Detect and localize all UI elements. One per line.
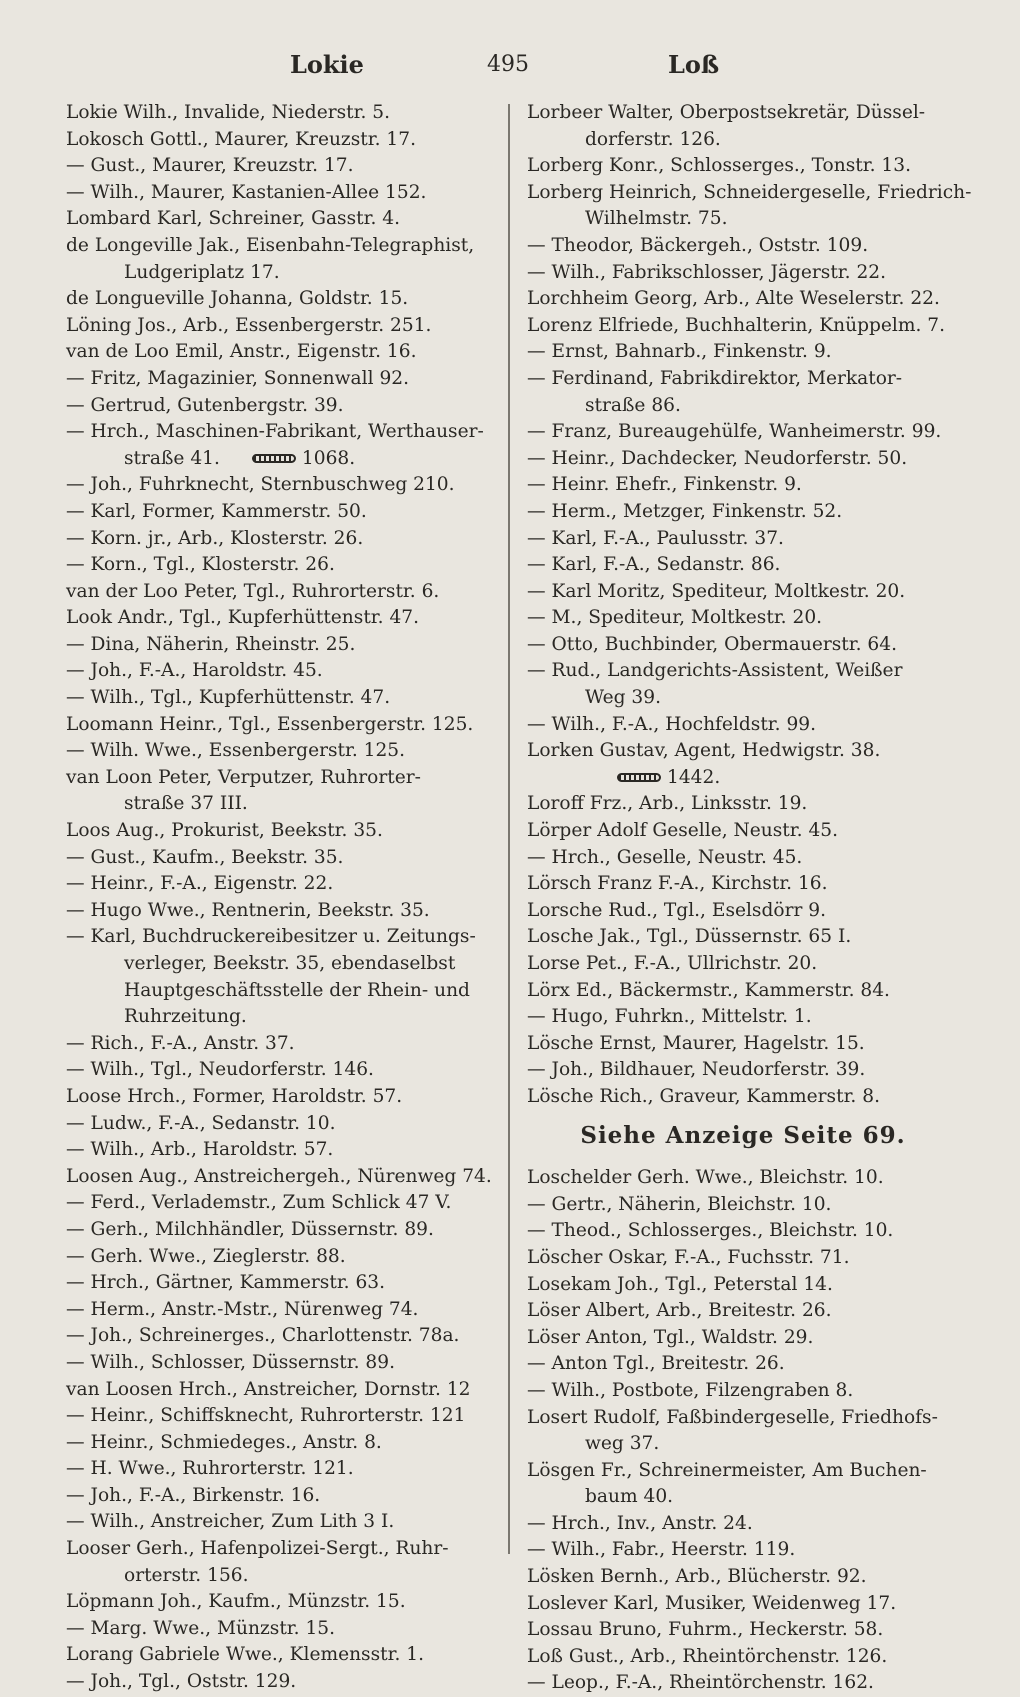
directory-entry xyxy=(66,260,486,287)
directory-entry xyxy=(66,978,486,1005)
entry-text: Lösche Ernst, Maurer, Hagelstr. 15. xyxy=(527,1032,865,1054)
entry-text: Löning Jos., Arb., Essenbergerstr. 251. xyxy=(66,314,432,336)
entry-text: Loos Aug., Prokurist, Beekstr. 35. xyxy=(66,820,383,842)
entry-text: Losche Jak., Tgl., Düssernstr. 65 I. xyxy=(527,926,852,948)
entry-text: — Gerh., Milchhändler, Düssernstr. 89. xyxy=(66,1218,434,1240)
advertisement-notice: Siehe Anzeige Seite 69. xyxy=(580,1121,906,1149)
entry-text: — Wilh., Postbote, Filzengraben 8. xyxy=(527,1379,854,1401)
directory-entry xyxy=(66,1004,486,1031)
entry-text: Lorbeer Walter, Oberpostsekretär, Düssel- xyxy=(527,102,926,123)
directory-entry xyxy=(527,765,959,792)
directory-entry xyxy=(66,632,486,659)
entry-text: — Ernst, Bahnarb., Finkenstr. 9. xyxy=(527,341,832,363)
directory-entry xyxy=(527,100,959,127)
entry-text: — Gerh. Wwe., Zieglerstr. 88. xyxy=(66,1245,346,1267)
directory-entry xyxy=(527,1325,959,1352)
telephone-number: 1442. xyxy=(667,766,721,788)
directory-entry xyxy=(527,393,959,420)
entry-text: — Hugo, Fuhrkn., Mittelstr. 1. xyxy=(527,1006,812,1028)
entry-text: Weg 39. xyxy=(585,687,661,709)
directory-entry xyxy=(66,1190,486,1217)
directory-entry xyxy=(66,791,486,818)
directory-entry xyxy=(527,791,959,818)
directory-entry xyxy=(527,818,959,845)
entry-text: Losert Rudolf, Faßbindergeselle, Friedhofs- xyxy=(527,1406,938,1428)
entry-text: Lorenz Elfriede, Buchhalterin, Knüppelm. 7. xyxy=(527,314,946,336)
entry-text: Loosen Aug., Anstreichergeh., Nürenweg 74. xyxy=(66,1165,492,1187)
entry-text: Hauptgeschäftsstelle der Rhein- und xyxy=(124,979,470,1001)
directory-entry xyxy=(66,1111,486,1138)
entry-text: — Wilh., Tgl., Kupferhüttenstr. 47. xyxy=(66,687,391,709)
right-column-bottom xyxy=(527,1165,959,1697)
entry-text: — Hrch., Gärtner, Kammerstr. 63. xyxy=(66,1272,386,1294)
entry-text: — Wilh. Wwe., Essenbergerstr. 125. xyxy=(66,740,406,762)
entry-text: Ludgeriplatz 17. xyxy=(124,261,280,283)
directory-entry xyxy=(66,658,486,685)
directory-entry xyxy=(66,1509,486,1536)
entry-text: Look Andr., Tgl., Kupferhüttenstr. 47. xyxy=(66,607,420,629)
directory-entry xyxy=(66,1217,486,1244)
entry-text: — Theodor, Bäckergeh., Oststr. 109. xyxy=(527,234,869,256)
entry-text: Loose Hrch., Former, Haroldstr. 57. xyxy=(66,1085,403,1107)
telephone-icon xyxy=(617,771,661,785)
directory-entry xyxy=(66,499,486,526)
directory-entry xyxy=(527,233,959,260)
entry-text: — H. Wwe., Ruhrorterstr. 121. xyxy=(66,1458,354,1480)
entry-text: — Fritz, Magazinier, Sonnenwall 92. xyxy=(66,367,410,389)
entry-text: — Wilh., Maurer, Kastanien-Allee 152. xyxy=(66,181,427,203)
entry-text: — Ferdinand, Fabrikdirektor, Merkator- xyxy=(527,367,903,389)
entry-text: Loomann Heinr., Tgl., Essenbergerstr. 125. xyxy=(66,713,474,735)
directory-entry xyxy=(66,552,486,579)
directory-entry xyxy=(527,499,959,526)
entry-text: baum 40. xyxy=(585,1486,674,1508)
entry-text: Lösche Rich., Graveur, Kammerstr. 8. xyxy=(527,1085,880,1107)
entry-text: Lorchheim Georg, Arb., Alte Weselerstr. 22. xyxy=(527,288,940,310)
directory-entry xyxy=(66,685,486,712)
entry-text: verleger, Beekstr. 35, ebendaselbst xyxy=(124,953,456,974)
entry-text: straße 86. xyxy=(585,394,681,416)
directory-entry xyxy=(66,206,486,233)
directory-entry xyxy=(527,579,959,606)
entry-text: — Wilh., Arb., Haroldstr. 57. xyxy=(66,1139,334,1161)
directory-entry xyxy=(66,1057,486,1084)
entry-text: — Heinr. Ehefr., Finkenstr. 9. xyxy=(527,474,802,496)
entry-text: van der Loo Peter, Tgl., Ruhrorterstr. 6. xyxy=(66,580,440,602)
entry-text: Löscher Oskar, F.-A., Fuchsstr. 71. xyxy=(527,1246,850,1268)
directory-entry xyxy=(66,472,486,499)
directory-entry xyxy=(66,1244,486,1271)
entry-text: Lorang Gabriele Wwe., Klemensstr. 1. xyxy=(66,1644,425,1666)
entry-text: Loß Gust., Arb., Rheintörchenstr. 126. xyxy=(527,1645,888,1667)
entry-text: — Dina, Näherin, Rheinstr. 25. xyxy=(66,633,356,655)
header-left-word: Lokie xyxy=(290,50,364,79)
directory-entry xyxy=(527,206,959,233)
entry-text: — Heinr., Schmiedeges., Anstr. 8. xyxy=(66,1431,382,1453)
directory-entry xyxy=(527,871,959,898)
entry-text: — Wilh., Schlosser, Düssernstr. 89. xyxy=(66,1351,395,1373)
directory-entry xyxy=(527,924,959,951)
directory-entry xyxy=(527,1617,959,1644)
entry-text: — Herm., Metzger, Finkenstr. 52. xyxy=(527,500,843,522)
entry-text: Ruhrzeitung. xyxy=(124,1006,247,1028)
directory-entry xyxy=(527,286,959,313)
entry-text: — Hrch., Inv., Anstr. 24. xyxy=(527,1512,753,1534)
directory-entry xyxy=(66,419,486,446)
entry-text: Löser Albert, Arb., Breitestr. 26. xyxy=(527,1300,832,1322)
directory-entry xyxy=(527,1484,959,1511)
directory-entry xyxy=(66,1456,486,1483)
entry-text: — Heinr., Dachdecker, Neudorferstr. 50. xyxy=(527,447,908,469)
entry-text: — Karl, F.-A., Sedanstr. 86. xyxy=(527,554,781,576)
entry-text: Lossau Bruno, Fuhrm., Heckerstr. 58. xyxy=(527,1619,884,1641)
entry-text: — Korn. jr., Arb., Klosterstr. 26. xyxy=(66,527,364,549)
entry-text: — Hrch., Geselle, Neustr. 45. xyxy=(527,846,803,868)
directory-entry xyxy=(66,1563,486,1590)
directory-entry xyxy=(527,632,959,659)
entry-text: — Wilh., Fabrikschlosser, Jägerstr. 22. xyxy=(527,261,887,283)
left-column xyxy=(66,100,492,1696)
entry-text: Lorken Gustav, Agent, Hedwigstr. 38. xyxy=(527,740,881,762)
telephone-icon xyxy=(252,452,296,466)
entry-text: dorferstr. 126. xyxy=(585,128,721,150)
entry-text: Loroff Frz., Arb., Linksstr. 19. xyxy=(527,793,808,815)
directory-entry xyxy=(66,393,486,420)
directory-entry xyxy=(66,286,486,313)
entry-text: — Karl, Buchdruckereibesitzer u. Zeitungs- xyxy=(66,926,476,948)
entry-text: de Longeville Jak., Eisenbahn-Telegraphist, xyxy=(66,234,475,256)
entry-text: straße 41. xyxy=(124,447,220,469)
directory-entry xyxy=(527,845,959,872)
directory-entry xyxy=(527,472,959,499)
entry-text: Loslever Karl, Musiker, Weidenweg 17. xyxy=(527,1592,897,1614)
entry-text: — Ferd., Verlademstr., Zum Schlick 47 V. xyxy=(66,1192,452,1214)
directory-entry xyxy=(66,1031,486,1058)
entry-text: — Gertr., Näherin, Bleichstr. 10. xyxy=(527,1193,832,1215)
header-right-word: Loß xyxy=(668,50,720,79)
directory-entry xyxy=(527,1405,959,1432)
entry-text: straße 37 III. xyxy=(124,793,248,815)
directory-entry xyxy=(527,1084,959,1111)
directory-entry xyxy=(527,1218,959,1245)
directory-entry xyxy=(527,1272,959,1299)
directory-entry xyxy=(527,1245,959,1272)
entry-text: — Marg. Wwe., Münzstr. 15. xyxy=(66,1617,336,1639)
entry-text: van Loon Peter, Verputzer, Ruhrorter- xyxy=(66,766,421,788)
directory-entry xyxy=(527,180,972,207)
directory-entry xyxy=(66,1669,486,1696)
entry-text: Lombard Karl, Schreiner, Gasstr. 4. xyxy=(66,208,401,230)
entry-text: Löpmann Joh., Kaufm., Münzstr. 15. xyxy=(66,1591,406,1613)
page-header xyxy=(0,50,1020,90)
directory-entry xyxy=(527,1564,959,1591)
entry-text: — Joh., Schreinerges., Charlottenstr. 78a. xyxy=(66,1325,460,1347)
directory-entry xyxy=(66,1270,486,1297)
entry-text: — Heinr., F.-A., Eigenstr. 22. xyxy=(66,873,334,895)
directory-entry xyxy=(527,605,959,632)
entry-text: — Theod., Schlosserges., Bleichstr. 10. xyxy=(527,1220,894,1242)
entry-text: — Herm., Anstr.-Mstr., Nürenweg 74. xyxy=(66,1298,419,1320)
directory-entry xyxy=(66,1377,486,1404)
directory-entry xyxy=(527,1431,959,1458)
entry-text: — Korn., Tgl., Klosterstr. 26. xyxy=(66,554,335,576)
directory-entry xyxy=(66,1642,486,1669)
directory-entry xyxy=(66,818,486,845)
directory-entry xyxy=(66,898,486,925)
directory-entry xyxy=(527,1537,959,1564)
directory-entry xyxy=(527,366,959,393)
directory-entry xyxy=(527,339,959,366)
entry-text: Lokie Wilh., Invalide, Niederstr. 5. xyxy=(66,102,391,123)
entry-text: Loschelder Gerh. Wwe., Bleichstr. 10. xyxy=(527,1167,884,1189)
entry-text: — Joh., Fuhrknecht, Sternbuschweg 210. xyxy=(66,474,455,496)
column-divider xyxy=(508,104,510,1554)
directory-entry xyxy=(66,579,486,606)
directory-entry xyxy=(527,1004,959,1031)
directory-entry xyxy=(66,1616,486,1643)
entry-text: weg 37. xyxy=(585,1433,660,1455)
entry-text: — Karl, F.-A., Paulusstr. 37. xyxy=(527,527,784,549)
directory-entry xyxy=(527,1458,959,1485)
entry-text: Lösken Bernh., Arb., Blücherstr. 92. xyxy=(527,1566,867,1588)
entry-text: — Gust., Kaufm., Beekstr. 35. xyxy=(66,846,344,868)
directory-entry xyxy=(527,738,959,765)
entry-text: — Rud., Landgerichts-Assistent, Weißer xyxy=(527,660,903,682)
directory-entry xyxy=(66,605,486,632)
entry-text: Löser Anton, Tgl., Waldstr. 29. xyxy=(527,1326,814,1348)
directory-entry xyxy=(66,712,486,739)
directory-entry xyxy=(527,153,959,180)
entry-text: — Wilh., Anstreicher, Zum Lith 3 I. xyxy=(66,1511,395,1533)
directory-entry xyxy=(66,1403,486,1430)
entry-text: — Wilh., Fabr., Heerstr. 119. xyxy=(527,1539,796,1561)
entry-text: — Ludw., F.-A., Sedanstr. 10. xyxy=(66,1112,336,1134)
directory-entry xyxy=(66,738,486,765)
entry-text: — Karl Moritz, Spediteur, Moltkestr. 20. xyxy=(527,580,906,602)
directory-entry xyxy=(527,260,959,287)
entry-text: — Hugo Wwe., Rentnerin, Beekstr. 35. xyxy=(66,899,430,921)
directory-entry xyxy=(527,1591,959,1618)
entry-text: — Wilh., Tgl., Neudorferstr. 146. xyxy=(66,1059,374,1081)
entry-text: Lorse Pet., F.-A., Ullrichstr. 20. xyxy=(527,953,818,974)
entry-text: — Gust., Maurer, Kreuzstr. 17. xyxy=(66,155,354,177)
entry-text: de Longueville Johanna, Goldstr. 15. xyxy=(66,288,409,310)
directory-entry xyxy=(66,180,486,207)
directory-entry xyxy=(66,526,486,553)
directory-entry xyxy=(527,1351,959,1378)
entry-text: Lorberg Konr., Schlosserges., Tonstr. 13. xyxy=(527,155,911,177)
entry-text: Lörsch Franz F.-A., Kirchstr. 16. xyxy=(527,873,828,895)
directory-entry xyxy=(527,1031,959,1058)
entry-text: — Franz, Bureaugehülfe, Wanheimerstr. 99. xyxy=(527,421,942,443)
entry-text: — Hrch., Maschinen-Fabrikant, Werthauser- xyxy=(66,421,484,443)
directory-entry xyxy=(66,845,486,872)
directory-entry xyxy=(66,1589,486,1616)
directory-entry xyxy=(66,1137,486,1164)
directory-entry xyxy=(527,526,959,553)
entry-text: — Karl, Former, Kammerstr. 50. xyxy=(66,500,367,522)
directory-entry xyxy=(66,924,486,951)
directory-entry xyxy=(527,1192,959,1219)
directory-entry xyxy=(66,1350,486,1377)
entry-text: — Joh., F.-A., Birkenstr. 16. xyxy=(66,1484,321,1506)
directory-entry xyxy=(527,419,959,446)
directory-entry xyxy=(66,1483,486,1510)
directory-entry xyxy=(527,658,959,685)
entry-text: Lorsche Rud., Tgl., Eselsdörr 9. xyxy=(527,899,826,921)
directory-entry xyxy=(527,127,959,154)
entry-text: Lörx Ed., Bäckermstr., Kammerstr. 84. xyxy=(527,979,890,1001)
entry-text: Lörper Adolf Geselle, Neustr. 45. xyxy=(527,820,839,842)
directory-entry xyxy=(527,1378,959,1405)
directory-entry xyxy=(66,1084,486,1111)
entry-text: — M., Spediteur, Moltkestr. 20. xyxy=(527,607,823,629)
telephone-number: 1068. xyxy=(301,447,356,469)
directory-entry xyxy=(66,313,486,340)
directory-entry xyxy=(527,1298,959,1325)
directory-entry xyxy=(527,552,959,579)
directory-entry xyxy=(66,153,486,180)
entry-text: Lorberg Heinrich, Schneidergeselle, Friedrich- xyxy=(527,181,972,203)
directory-entry xyxy=(66,233,486,260)
entry-text: Wilhelmstr. 75. xyxy=(585,208,728,230)
directory-entry xyxy=(66,1536,486,1563)
directory-entry xyxy=(66,951,486,978)
entry-text: Lösgen Fr., Schreinermeister, Am Buchen- xyxy=(527,1459,927,1481)
entry-text: — Joh., F.-A., Haroldstr. 45. xyxy=(66,660,323,682)
directory-entry xyxy=(527,1057,959,1084)
entry-text: — Heinr., Schiffsknecht, Ruhrorterstr. 121 xyxy=(66,1405,466,1427)
directory-entry xyxy=(66,765,486,792)
directory-entry xyxy=(527,446,959,473)
directory-entry xyxy=(527,313,959,340)
entry-text: van de Loo Emil, Anstr., Eigenstr. 16. xyxy=(66,341,417,363)
directory-entry xyxy=(66,446,486,473)
page-number: 495 xyxy=(487,52,529,77)
entry-text: Losekam Joh., Tgl., Peterstal 14. xyxy=(527,1273,833,1295)
directory-entry xyxy=(66,339,486,366)
right-column xyxy=(527,100,972,1697)
right-column-top xyxy=(527,100,972,1111)
directory-entry xyxy=(66,127,486,154)
entry-text: Looser Gerh., Hafenpolizei-Sergt., Ruhr- xyxy=(66,1538,449,1560)
entry-text: Lokosch Gottl., Maurer, Kreuzstr. 17. xyxy=(66,128,416,150)
entry-text: — Leop., F.-A., Rheintörchenstr. 162. xyxy=(527,1672,874,1694)
entry-text: — Gertrud, Gutenbergstr. 39. xyxy=(66,394,344,416)
entry-text: — Rich., F.-A., Anstr. 37. xyxy=(66,1032,295,1054)
directory-entry xyxy=(527,1165,959,1192)
directory-entry xyxy=(527,951,959,978)
entry-text: — Joh., Bildhauer, Neudorferstr. 39. xyxy=(527,1059,866,1081)
directory-entry xyxy=(66,366,486,393)
directory-entry xyxy=(527,1670,959,1697)
entry-text: — Wilh., F.-A., Hochfeldstr. 99. xyxy=(527,713,817,735)
directory-entry xyxy=(527,1511,959,1538)
directory-entry xyxy=(66,1164,492,1191)
entry-text: — Anton Tgl., Breitestr. 26. xyxy=(527,1353,785,1375)
directory-entry xyxy=(66,100,486,127)
directory-entry xyxy=(527,685,959,712)
entry-text: — Joh., Tgl., Oststr. 129. xyxy=(66,1671,297,1693)
entry-text: — Otto, Buchbinder, Obermauerstr. 64. xyxy=(527,633,898,655)
directory-entry xyxy=(66,1323,486,1350)
directory-entry xyxy=(527,978,959,1005)
directory-entry xyxy=(66,1297,486,1324)
directory-entry xyxy=(66,871,486,898)
entry-text: orterstr. 156. xyxy=(124,1564,249,1586)
directory-entry xyxy=(66,1430,486,1457)
directory-entry xyxy=(527,712,959,739)
entry-text: van Loosen Hrch., Anstreicher, Dornstr. 12 xyxy=(66,1378,471,1400)
directory-entry xyxy=(527,898,959,925)
